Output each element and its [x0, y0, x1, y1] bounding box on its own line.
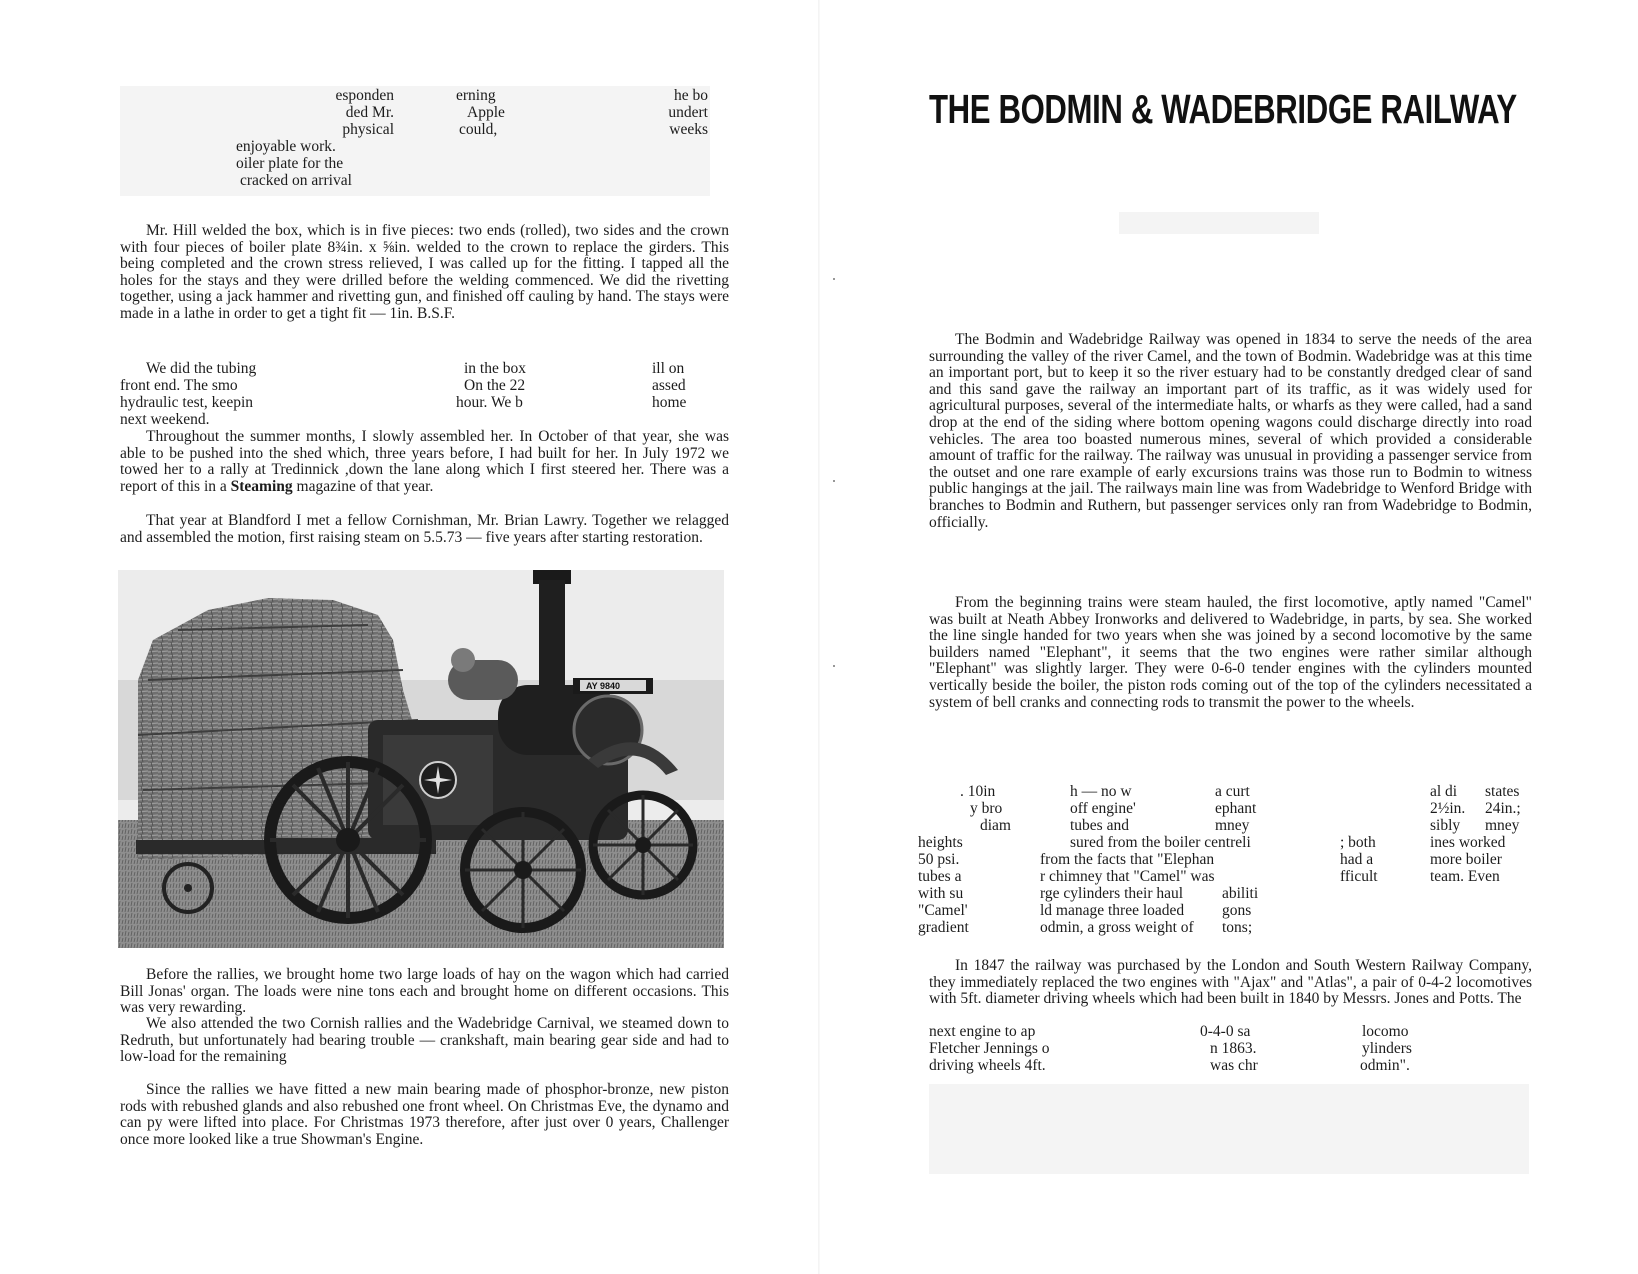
fragment-col2-line2: Apple [467, 104, 505, 121]
tubing-col1-line4: next weekend. [120, 411, 210, 428]
paragraph-lswr-purchase: In 1847 the railway was purchased by the London and South Western Railway Company, they immediately replaced the two engines with "Ajax" and "Atlas", a pair of 0-4-2 locomotives with 5ft. diameter driving wheels which had been built in 1840 by Messrs. Jones and Potts. The [929, 957, 1532, 1008]
tail-col2-line1: 0-4-0 sa [1200, 1023, 1251, 1040]
fragment-col1-line3: physical [342, 121, 394, 138]
margin-mark [833, 665, 835, 667]
fragment-row-2-c1: y bro [970, 800, 1003, 817]
fragment-col1-full-line1: enjoyable work. [236, 138, 336, 155]
tail-col3-line1: locomo [1362, 1023, 1409, 1040]
traction-engine-photo [118, 570, 724, 948]
fragment-col2-line1: erning [456, 87, 496, 104]
fragment-row-3-c3: mney [1215, 817, 1250, 834]
fragment-row-2-c3: ephant [1215, 800, 1257, 817]
fragment-row-2-c6: 24in.; [1485, 800, 1521, 817]
tubing-col3-line1: ill on [652, 360, 685, 377]
tubing-col3-line3: home [652, 394, 687, 411]
tubing-col2-line2: On the 22 [464, 377, 526, 394]
margin-mark [833, 480, 835, 482]
fragment-row-5-c4: had a [1340, 851, 1374, 868]
fragment-col3-line1: he bo [673, 87, 708, 104]
fragment-row-4-c2: sured from the boiler centreli [1070, 834, 1251, 851]
fragment-row-4-c4: ; both [1340, 834, 1376, 851]
fragment-row-9-c2: odmin, a gross weight of [1040, 919, 1194, 936]
fragment-col3-line2: undert [668, 104, 708, 121]
tubing-col3-line2: assed [652, 377, 686, 394]
fragment-row-6-c5: team. Even [1430, 868, 1500, 885]
fragment-row-4-c5: ines worked [1430, 834, 1506, 851]
tail-col3-line2: ylinders [1362, 1040, 1412, 1057]
tubing-col2-line1: in the box [464, 360, 526, 377]
fragment-row-5-c5: more boiler [1430, 851, 1502, 868]
fragment-row-2-c2: off engine' [1070, 800, 1136, 817]
fragment-row-8-c3: gons [1222, 902, 1252, 919]
steaming-magazine-name: Steaming [230, 477, 293, 495]
tail-col1-line1: next engine to ap [929, 1023, 1036, 1040]
summer-text: Throughout the summer months, I slowly assembled her. In October of that year, she was able to be pushed into the shed which, three years before, I had built for her. In July 1972 we towed her to a rally at Tredinnick ,down the lane along which I first steered her. There was a report of this in a [120, 428, 729, 495]
paragraph-cornish-rallies: We also attended the two Cornish rallies and the Wadebridge Carnival, we steamed down to Redruth, but unfortunately had bearing trouble — crankshaft, main bearing gear side and had to low-load for the remaining [120, 1015, 729, 1066]
fragment-row-4-c1: heights [918, 834, 963, 851]
fragment-row-6-c2: r chimney that "Camel" was [1040, 868, 1215, 885]
paragraph-hay-loads: Before the rallies, we brought home two large loads of hay on the wagon which had carried Bill Jonas' organ. The loads were nine tons each and brought home on different occasions. This was very rewarding. [120, 966, 729, 1017]
number-plate-text: AY 9840 [586, 681, 621, 691]
fragment-row-3-c5: sibly [1430, 817, 1461, 834]
fragment-col1-line1: esponden [335, 87, 394, 104]
tail-col1-line3: driving wheels 4ft. [929, 1057, 1046, 1074]
fragment-row-5-c2: from the facts that "Elephan [1040, 851, 1215, 868]
fragment-row-1-c1: . 10in [960, 783, 996, 800]
tail-col3-line3: odmin". [1360, 1057, 1410, 1074]
fragment-row-3-c6: mney [1485, 817, 1520, 834]
fragment-col2-line3: could, [459, 121, 498, 138]
fragment-row-2-c5: 2½in. [1430, 800, 1466, 817]
fragment-row-8-c2: ld manage three loaded [1040, 902, 1185, 919]
paragraph-blandford: That year at Blandford I met a fellow Cornishman, Mr. Brian Lawry. Together we relagged and assembled the motion, first raising steam on 5.5.73 — five years after starting restoration. [120, 512, 729, 546]
faded-text-region [929, 1084, 1529, 1174]
fragment-row-1-c6: states [1485, 783, 1520, 800]
fragment-row-3-c1: diam [980, 817, 1011, 834]
tail-col1-line2: Fletcher Jennings o [929, 1040, 1050, 1057]
fragment-row-5-c1: 50 psi. [918, 851, 960, 868]
paragraph-box-welding: Mr. Hill welded the box, which is in five pieces: two ends (rolled), two sides and the crown with four pieces of boiler plate 8¾in. x ⅝in. welded to the crown to replace the girders. This being completed and the crown stress relieved, I was called up for the fitting. I tapped all the holes for the stays and they were drilled before the welding commenced. We did the rivetting together, using a jack hammer and rivetting gun, and finished off cauling by hand. The stays were made in a lathe in order to get a tight fit — 1in. B.S.F. [120, 222, 729, 322]
fragment-col1-line2: ded Mr. [345, 104, 394, 121]
fragment-row-1-c5: al di [1430, 783, 1458, 800]
fragment-row-9-c1: gradient [918, 919, 969, 936]
paragraph-since-rallies: Since the rallies we have fitted a new main bearing made of phosphor-bronze, new piston rods with rebushed glands and also rebushed one front wheel. On Christmas Eve, the dynamo and can py were lifted into place. For Christmas 1973 therefore, after just over 0 years, Challenger once more looked like a true Showman's Engine. [120, 1081, 729, 1148]
paragraph-locomotives: From the beginning trains were steam hauled, the first locomotive, aptly named "Camel" was built at Neath Abbey Ironworks and delivered to Wadebridge, in parts, by sea. She worked the line single handed for two years when she was joined by a second locomotive by the same builders named "Elephant", it seems that the two engines were rather similar although "Elephant" was slightly larger. They were 0-6-0 tender engines with the cylinders mounted vertically beside the boiler, the piston rods coming out of the top of the cylinders necessitated a system of bell cranks and connecting rods to transmit the power to the wheels. [929, 594, 1532, 711]
paragraph-summer-assembly [120, 429, 729, 495]
fragment-row-8-c1: "Camel' [918, 902, 968, 919]
fragment-row-7-c3: abiliti [1222, 885, 1259, 902]
fragment-col3-line3: weeks [669, 121, 708, 138]
fragment-row-7-c2: rge cylinders their haul [1040, 885, 1184, 902]
tubing-col1-line1: We did the tubing [146, 360, 257, 377]
fragment-row-3-c2: tubes and [1070, 817, 1129, 834]
fragment-col1-full-line2: oiler plate for the [236, 155, 344, 172]
fragment-col1-full-line3: cracked on arrival [240, 172, 352, 189]
tail-col2-line2: n 1863. [1210, 1040, 1257, 1057]
faded-text-region [1119, 212, 1319, 234]
margin-mark [833, 278, 835, 280]
fragment-row-6-c4: fficult [1340, 868, 1378, 885]
fragment-row-9-c3: tons; [1222, 919, 1253, 936]
tubing-col2-line3: hour. We b [456, 394, 523, 411]
fragment-row-6-c1: tubes a [918, 868, 962, 885]
summer-text-end: magazine of that year. [296, 477, 434, 495]
tubing-col1-line3: hydraulic test, keepin [120, 394, 253, 411]
tubing-col1-line2: front end. The smo [120, 377, 238, 394]
traction-engine-illustration [118, 570, 724, 948]
fragment-row-7-c1: with su [918, 885, 964, 902]
fragment-row-1-c3: a curt [1215, 783, 1250, 800]
fragment-row-1-c2: h — no w [1070, 783, 1132, 800]
tail-col2-line3: was chr [1210, 1057, 1258, 1074]
paragraph-railway-history: The Bodmin and Wadebridge Railway was opened in 1834 to serve the needs of the area surrounding the valley of the river Camel, and the town of Bodmin. Wadebridge was at this time an important port, but to keep it so the river estuary had to be constantly dredged clear of sand and this sand gave the railway an important part of its traffic, as it was widely used for agricultural purposes, several of the intermediate halts, or wharfs as they were called, had a sand drop at the end of the siding where bottom opening wagons could discharge directly into road vehicles. The area too boasted numerous mines, several of which provided a considerable amount of traffic for the railway. The railway was unusual in providing a passenger service from the outset and one rare example of early excursions trains was those run to Bodmin to witness public hangings at the jail. The railways main line was from Wadebridge to Wenford Bridge with branches to Bodmin and Ruthern, but passenger services only ran from Wadebridge to Bodmin, officially. [929, 331, 1532, 531]
page-title: THE BODMIN & WADEBRIDGE RAILWAY [929, 86, 1517, 132]
